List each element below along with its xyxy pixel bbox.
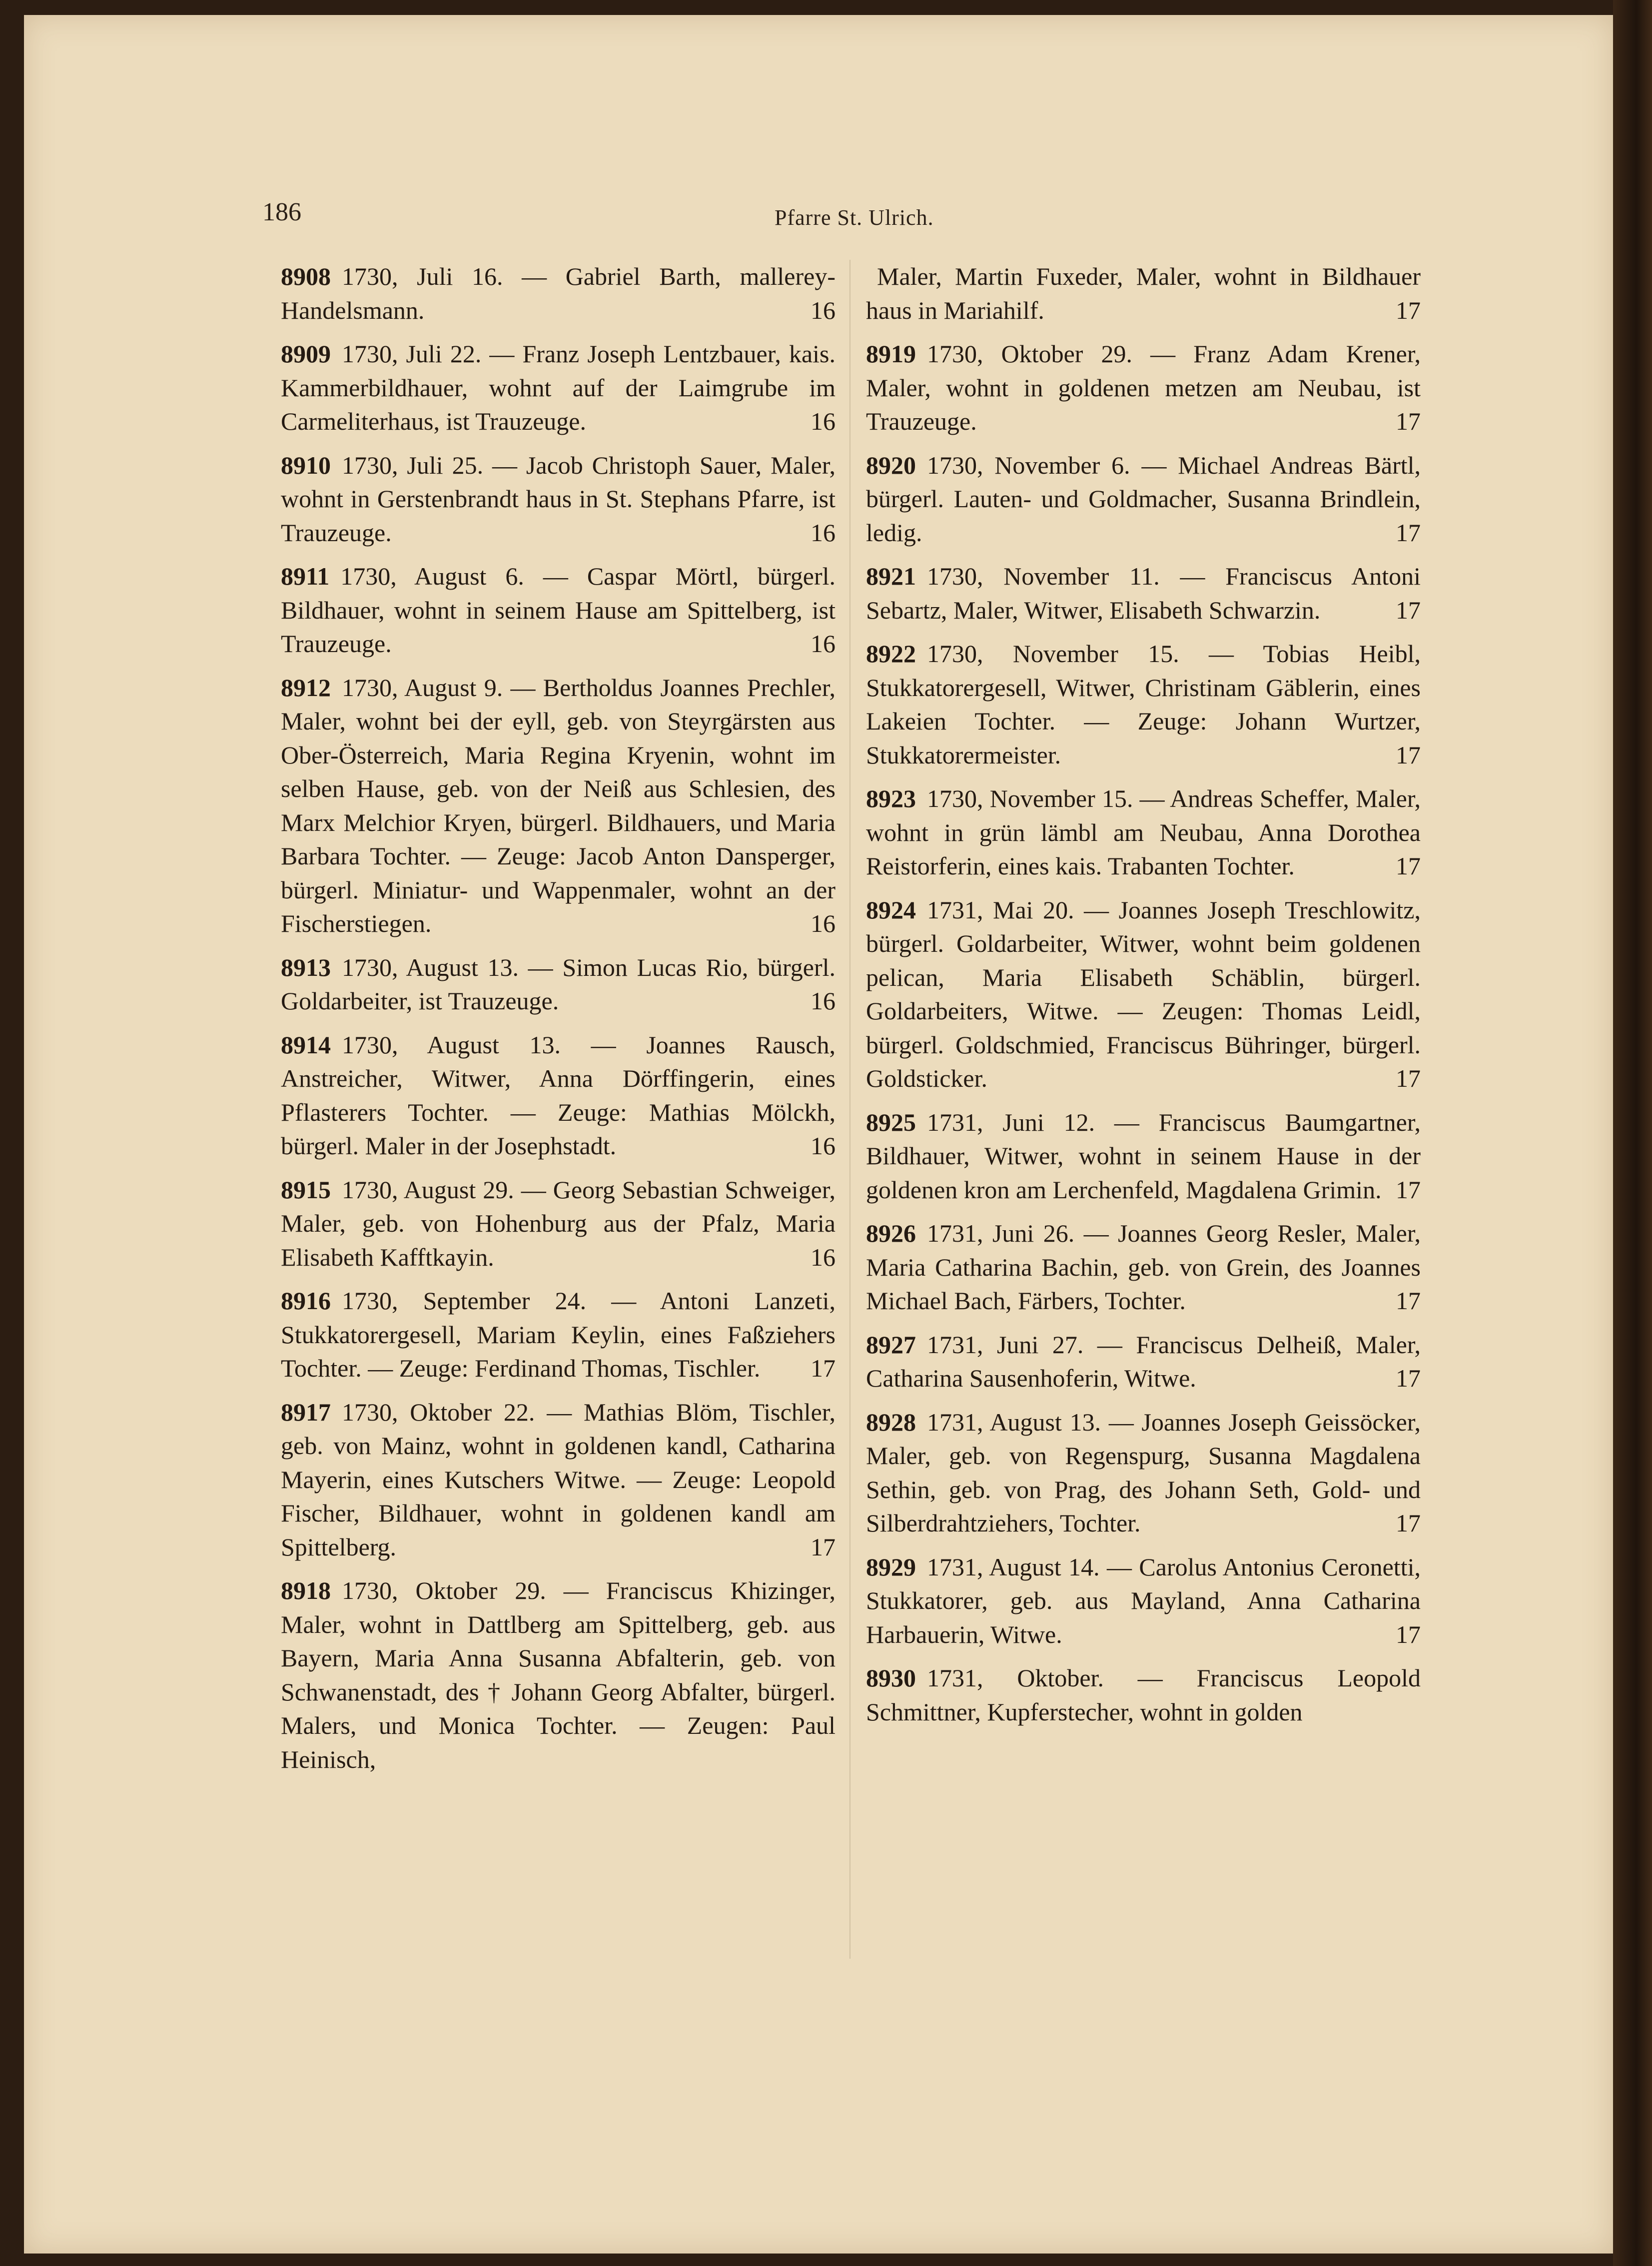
left-column <box>281 260 835 1786</box>
entry-number: 8916 <box>281 1287 331 1315</box>
entry-page-ref: 16 <box>811 909 835 937</box>
entry-text: 1731, Juni 26. — Joannes Georg Resler, Maler, Maria Catharina Bachin, geb. von Grein, des Joannes Michael Bach, Färbers, Tochter. <box>866 1219 1421 1315</box>
entry-number: 8926 <box>866 1219 916 1247</box>
entry-text: 1730, Oktober 29. — Franciscus Khizinger, Maler, wohnt in Dattlberg am Spittelberg, geb. aus Bayern, Maria Anna Susanna Abfalterin, geb. von Schwanenstadt, des † Johann Georg Abfalter, bürgerl. Malers, und Monica Tochter. — Zeugen: Paul Heinisch, <box>281 1576 835 1773</box>
entry-8913 <box>281 951 835 1018</box>
entry-number: 8910 <box>281 451 331 479</box>
entry-8921 <box>866 560 1421 627</box>
entry-number: 8913 <box>281 953 331 981</box>
entry-text: 1730, August 13. — Simon Lucas Rio, bürgerl. Goldarbeiter, ist Trauzeuge. <box>281 953 835 1015</box>
entry-text: 1730, November 15. — Tobias Heibl, Stukkatorergesell, Witwer, Christinam Gäblerin, eines Lakeien Tochter. — Zeuge: Johann Wurtzer, Stukkatorermeister. <box>866 640 1421 769</box>
entry-8924 <box>866 893 1421 1096</box>
entry-page-ref: 17 <box>1396 1287 1421 1315</box>
entry-8923 <box>866 782 1421 883</box>
entry-number: 8929 <box>866 1552 916 1581</box>
entry-number: 8914 <box>281 1030 331 1059</box>
entry-text: 1730, August 13. — Joannes Rausch, Anstreicher, Witwer, Anna Dörffingerin, eines Pflasterers Tochter. — Zeuge: Mathias Mölckh, bürgerl. Maler in der Josephstadt. <box>281 1030 835 1160</box>
entry-number: 8919 <box>866 340 916 368</box>
entry-text: 1731, Juni 27. — Franciscus Delheiß, Maler, Catharina Sausenhoferin, Witwe. <box>866 1330 1421 1392</box>
entry-text: 1730, Oktober 22. — Mathias Blöm, Tischler, geb. von Mainz, wohnt in goldenen kandl, Catharina Mayerin, eines Kutschers Witwe. — Zeuge: Leopold Fischer, Bildhauer, wohnt in goldenen kandl am Spittelberg. <box>281 1398 835 1561</box>
entry-8929 <box>866 1550 1421 1652</box>
entry-8917 <box>281 1396 835 1564</box>
entry-page-ref: 17 <box>1396 1175 1421 1204</box>
entry-8919 <box>866 337 1421 439</box>
entry-page-ref: 16 <box>811 1243 835 1271</box>
entry-number: 8924 <box>866 895 916 924</box>
entry-text: 1730, Juli 25. — Jacob Christoph Sauer, Maler, wohnt in Gerstenbrandt haus in St. Stephans Pfarre, ist Trauzeuge. <box>281 451 835 547</box>
entry-8927 <box>866 1328 1421 1396</box>
entry-text: 1731, Mai 20. — Joannes Joseph Treschlowitz, bürgerl. Goldarbeiter, Witwer, wohnt beim goldenen pelican, Maria Elisabeth Schäblin, bürgerl. Goldarbeiters, Witwe. — Zeugen: Thomas Leidl, bürgerl. Goldschmied, Franciscus Bühringer, bürgerl. Goldsticker. <box>866 895 1421 1092</box>
entry-text: 1730, Juli 22. — Franz Joseph Lentzbauer, kais. Kammerbildhauer, wohnt auf der Laimgrube im Carmeliterhaus, ist Trauzeuge. <box>281 340 835 435</box>
entry-page-ref: 17 <box>1396 296 1421 324</box>
entry-text: 1730, Oktober 29. — Franz Adam Krener, Maler, wohnt in goldenen metzen am Neubau, ist Trauzeuge. <box>866 340 1421 435</box>
entry-number: 8925 <box>866 1108 916 1136</box>
entry-number: 8908 <box>281 262 331 290</box>
entry-page-ref: 16 <box>811 407 835 435</box>
entry-text: 1730, August 9. — Bertholdus Joannes Prechler, Maler, wohnt bei der eyll, geb. von Steyrgärsten aus Ober-Österreich, Maria Regina Kryenin, wohnt im selben Hause, geb. von der Neiß aus Schlesien, des Marx Melchior Kryen, bürgerl. Bildhauers, und Maria Barbara Tochter. — Zeuge: Jacob Anton Dansperger, bürgerl. Miniatur- und Wappenmaler, wohnt an der Fischerstiegen. <box>281 673 835 937</box>
entry-text: 1730, November 15. — Andreas Scheffer, Maler, wohnt in grün lämbl am Neubau, Anna Dorothea Reistorferin, eines kais. Trabanten Tochter. <box>866 784 1421 880</box>
entry-number: 8917 <box>281 1398 331 1426</box>
entry-text: 1730, November 6. — Michael Andreas Bärtl, bürgerl. Lauten- und Goldmacher, Susanna Brindlein, ledig. <box>866 451 1421 547</box>
entry-page-ref: 17 <box>1396 596 1421 624</box>
entry-page-ref: 16 <box>811 630 835 658</box>
entry-8915 <box>281 1173 835 1275</box>
entry-8920 <box>866 449 1421 550</box>
entry-text: 1730, November 11. — Franciscus Antoni Sebartz, Maler, Witwer, Elisabeth Schwarzin. <box>866 562 1421 624</box>
entry-8926 <box>866 1217 1421 1318</box>
entry-number: 8922 <box>866 640 916 668</box>
entry-number: 8927 <box>866 1330 916 1359</box>
entry-number: 8930 <box>866 1664 916 1692</box>
entry-number: 8915 <box>281 1175 331 1204</box>
entry-page-ref: 17 <box>1396 1364 1421 1392</box>
page-header-title: Pfarre St. Ulrich. <box>775 205 934 230</box>
entry-page-ref: 16 <box>811 296 835 324</box>
page-number: 186 <box>262 198 301 226</box>
entry-page-ref: 17 <box>811 1532 835 1561</box>
entry-number: 8909 <box>281 340 331 368</box>
entry-number: 8912 <box>281 673 331 702</box>
entry-page-ref: 17 <box>1396 1064 1421 1092</box>
entry-text: 1731, Oktober. — Franciscus Leopold Schmittner, Kupferstecher, wohnt in golden <box>866 1664 1421 1726</box>
entry-8909 <box>281 337 835 439</box>
entry-8918-continued <box>866 260 1421 327</box>
entry-8928 <box>866 1406 1421 1540</box>
entry-text: 1731, August 14. — Carolus Antonius Ceronetti, Stukkatorer, geb. aus Mayland, Anna Catharina Harbauerin, Witwe. <box>866 1552 1421 1648</box>
entry-number: 8920 <box>866 451 916 479</box>
entry-8922 <box>866 637 1421 772</box>
entry-text: 1730, August 6. — Caspar Mörtl, bürgerl. Bildhauer, wohnt in seinem Hause am Spittelberg, ist Trauzeuge. <box>281 562 835 658</box>
entry-page-ref: 17 <box>1396 407 1421 435</box>
entry-text: 1730, September 24. — Antoni Lanzeti, Stukkatorergesell, Mariam Keylin, eines Faßziehers Tochter. — Zeuge: Ferdinand Thomas, Tischler. <box>281 1287 835 1382</box>
entry-8914 <box>281 1028 835 1163</box>
entry-8912 <box>281 671 835 941</box>
entry-text: 1731, Juni 12. — Franciscus Baumgartner, Bildhauer, Witwer, wohnt in seinem Hause in der goldenen kron am Lerchenfeld, Magdalena Grimin. <box>866 1108 1421 1204</box>
entry-page-ref: 16 <box>811 987 835 1015</box>
entry-8908 <box>281 260 835 327</box>
entry-page-ref: 17 <box>1396 518 1421 547</box>
entry-number: 8911 <box>281 562 330 590</box>
entry-number: 8921 <box>866 562 916 590</box>
entry-text: 1731, August 13. — Joannes Joseph Geissöcker, Maler, geb. von Regenspurg, Susanna Magdalena Sethin, geb. von Prag, des Johann Seth, Gold- und Silberdrahtziehers, Tochter. <box>866 1408 1421 1537</box>
entry-text: 1730, Juli 16. — Gabriel Barth, mallerey-Handelsmann. <box>281 262 835 324</box>
entry-page-ref: 16 <box>811 1132 835 1160</box>
entry-number: 8918 <box>281 1576 331 1604</box>
entry-page-ref: 17 <box>811 1354 835 1382</box>
entry-8910 <box>281 449 835 550</box>
entry-text: 1730, August 29. — Georg Sebastian Schweiger, Maler, geb. von Hohenburg aus der Pfalz, Maria Elisabeth Kafftkayin. <box>281 1175 835 1271</box>
entry-page-ref: 17 <box>1396 1620 1421 1648</box>
entry-page-ref: 17 <box>1396 852 1421 880</box>
entry-8916 <box>281 1284 835 1386</box>
entry-page-ref: 17 <box>1396 741 1421 769</box>
entry-number: 8928 <box>866 1408 916 1436</box>
entry-number: 8923 <box>866 784 916 812</box>
right-column <box>866 260 1421 1739</box>
entry-8918 <box>281 1574 835 1776</box>
entry-page-ref: 17 <box>1396 1509 1421 1537</box>
entry-page-ref: 16 <box>811 518 835 547</box>
entry-8930 <box>866 1661 1421 1729</box>
book-spine <box>1613 0 1652 2266</box>
column-divider <box>849 260 850 1959</box>
entry-text: Maler, Martin Fuxeder, Maler, wohnt in Bildhauer haus in Mariahilf. <box>866 262 1421 324</box>
entry-8911 <box>281 560 835 661</box>
entry-8925 <box>866 1106 1421 1207</box>
